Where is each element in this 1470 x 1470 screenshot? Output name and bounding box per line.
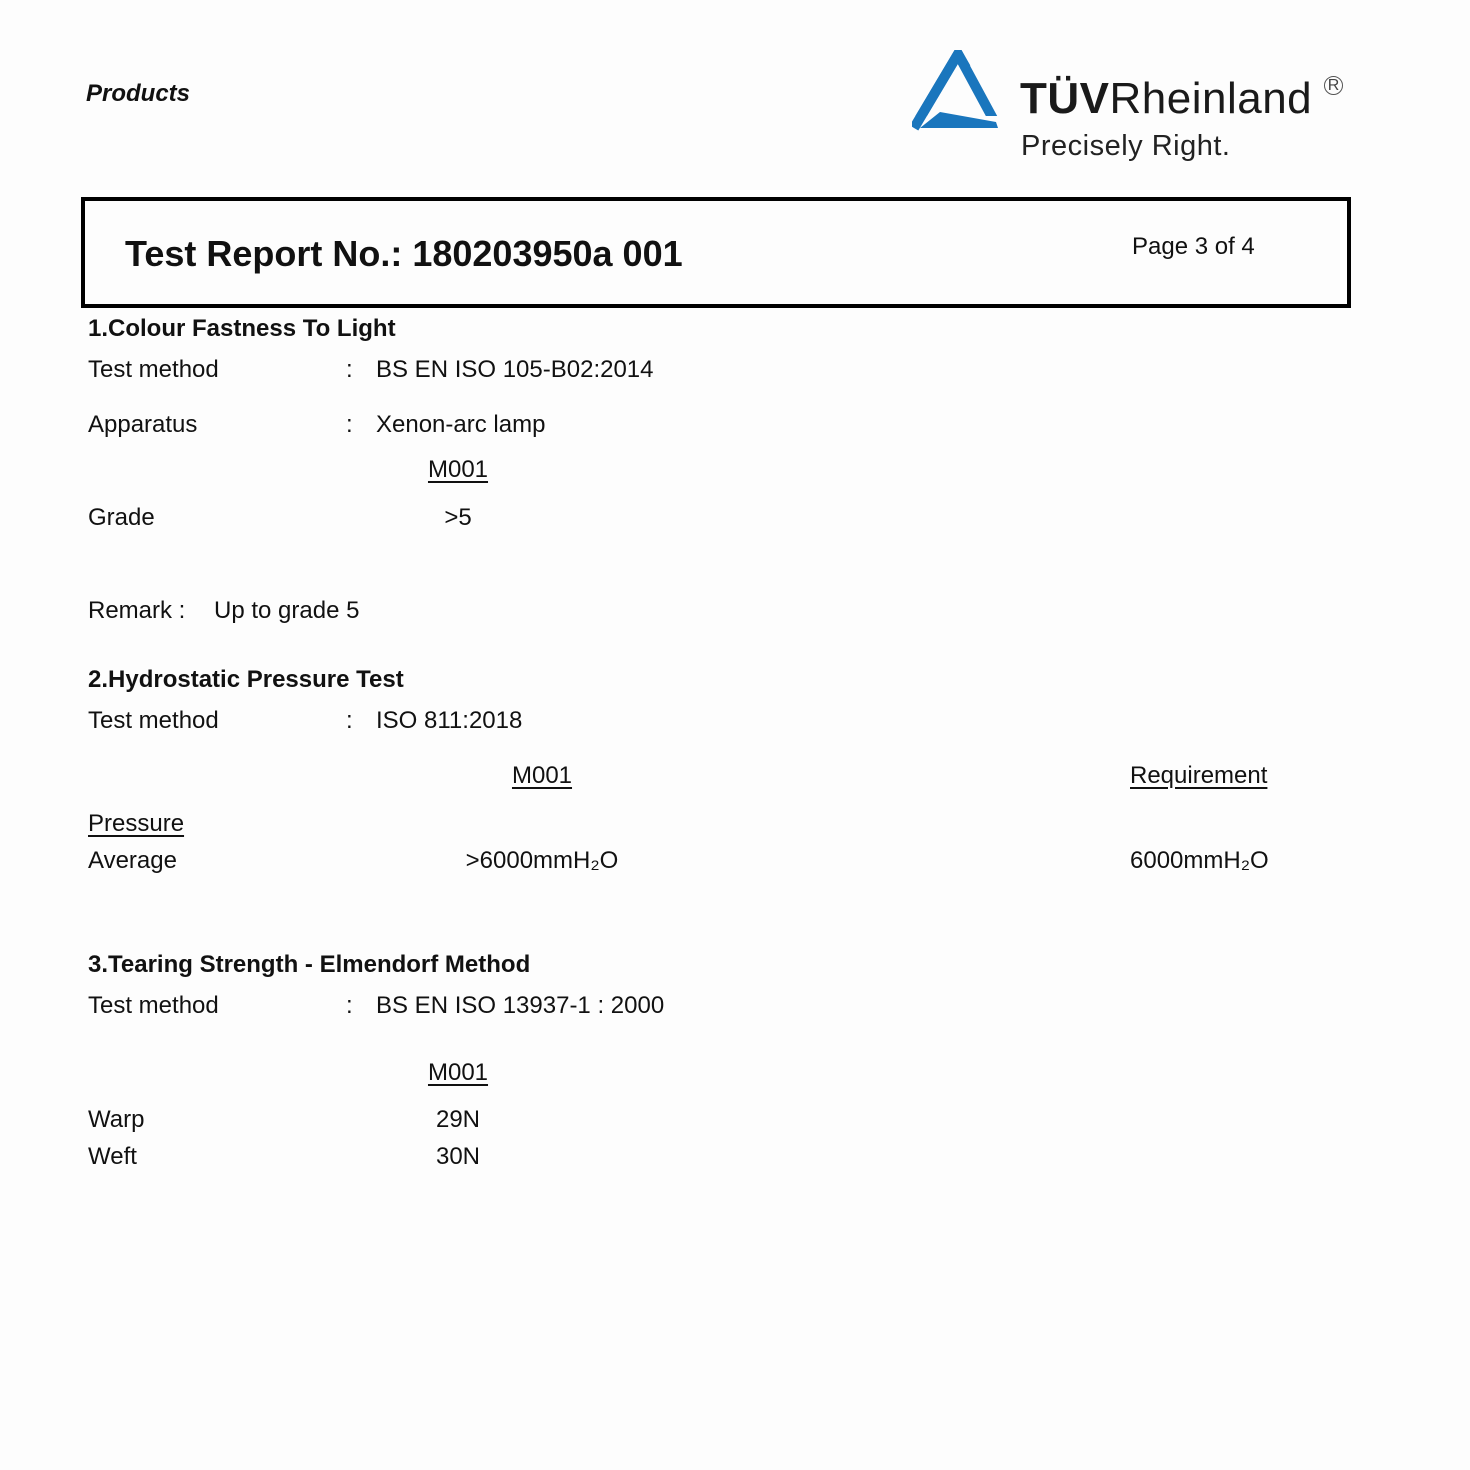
warp-value: 29N <box>435 1106 481 1133</box>
remark-value: Up to grade 5 <box>214 597 360 624</box>
registered-mark: R <box>1324 76 1343 95</box>
weft-label: Weft <box>88 1143 137 1170</box>
remark-label: Remark : <box>88 597 186 624</box>
colour-method-label: Test method <box>88 356 219 383</box>
hydro-method-colon: : <box>346 707 353 734</box>
tearing-method-colon: : <box>346 992 353 1019</box>
brand-regular: Rheinland <box>1109 74 1313 123</box>
report-title: Test Report No.: 180203950a 001 <box>125 233 683 274</box>
hydro-method-value: ISO 811:2018 <box>376 707 523 734</box>
report-header-box <box>81 197 1351 308</box>
average-label: Average <box>88 847 177 874</box>
colour-method-colon: : <box>346 356 353 383</box>
colour-sample-header: M001 <box>427 456 489 483</box>
tearing-method-label: Test method <box>88 992 219 1019</box>
brand-tagline: Precisely Right. <box>1021 130 1231 162</box>
section-colour-fastness-heading: 1.Colour Fastness To Light <box>88 315 396 342</box>
hydro-sample-header: M001 <box>511 762 573 789</box>
triangle-logo-icon <box>912 50 1004 132</box>
hydro-method-label: Test method <box>88 707 219 734</box>
grade-value: >5 <box>444 504 472 531</box>
apparatus-value: Xenon-arc lamp <box>376 411 546 438</box>
tearing-sample-header: M001 <box>427 1059 489 1086</box>
tuv-rheinland-logo <box>912 50 1352 170</box>
apparatus-label: Apparatus <box>88 411 198 438</box>
brand-bold: TÜV <box>1020 74 1110 123</box>
tearing-method-value: BS EN ISO 13937-1 : 2000 <box>376 992 665 1019</box>
grade-label: Grade <box>88 504 155 531</box>
section-tearing-heading: 3.Tearing Strength - Elmendorf Method <box>88 951 531 978</box>
warp-label: Warp <box>88 1106 145 1133</box>
page-indicator: Page 3 of 4 <box>1132 233 1255 260</box>
average-value: >6000mmH₂O <box>465 847 619 874</box>
apparatus-colon: : <box>346 411 353 438</box>
pressure-label: Pressure <box>88 810 185 837</box>
products-label: Products <box>86 80 191 107</box>
requirement-value: 6000mmH₂O <box>1130 847 1269 874</box>
section-hydrostatic-heading: 2.Hydrostatic Pressure Test <box>88 666 404 693</box>
brand-name <box>1020 74 1312 124</box>
colour-method-value: BS EN ISO 105-B02:2014 <box>376 356 654 383</box>
weft-value: 30N <box>435 1143 481 1170</box>
requirement-header: Requirement <box>1130 762 1268 789</box>
